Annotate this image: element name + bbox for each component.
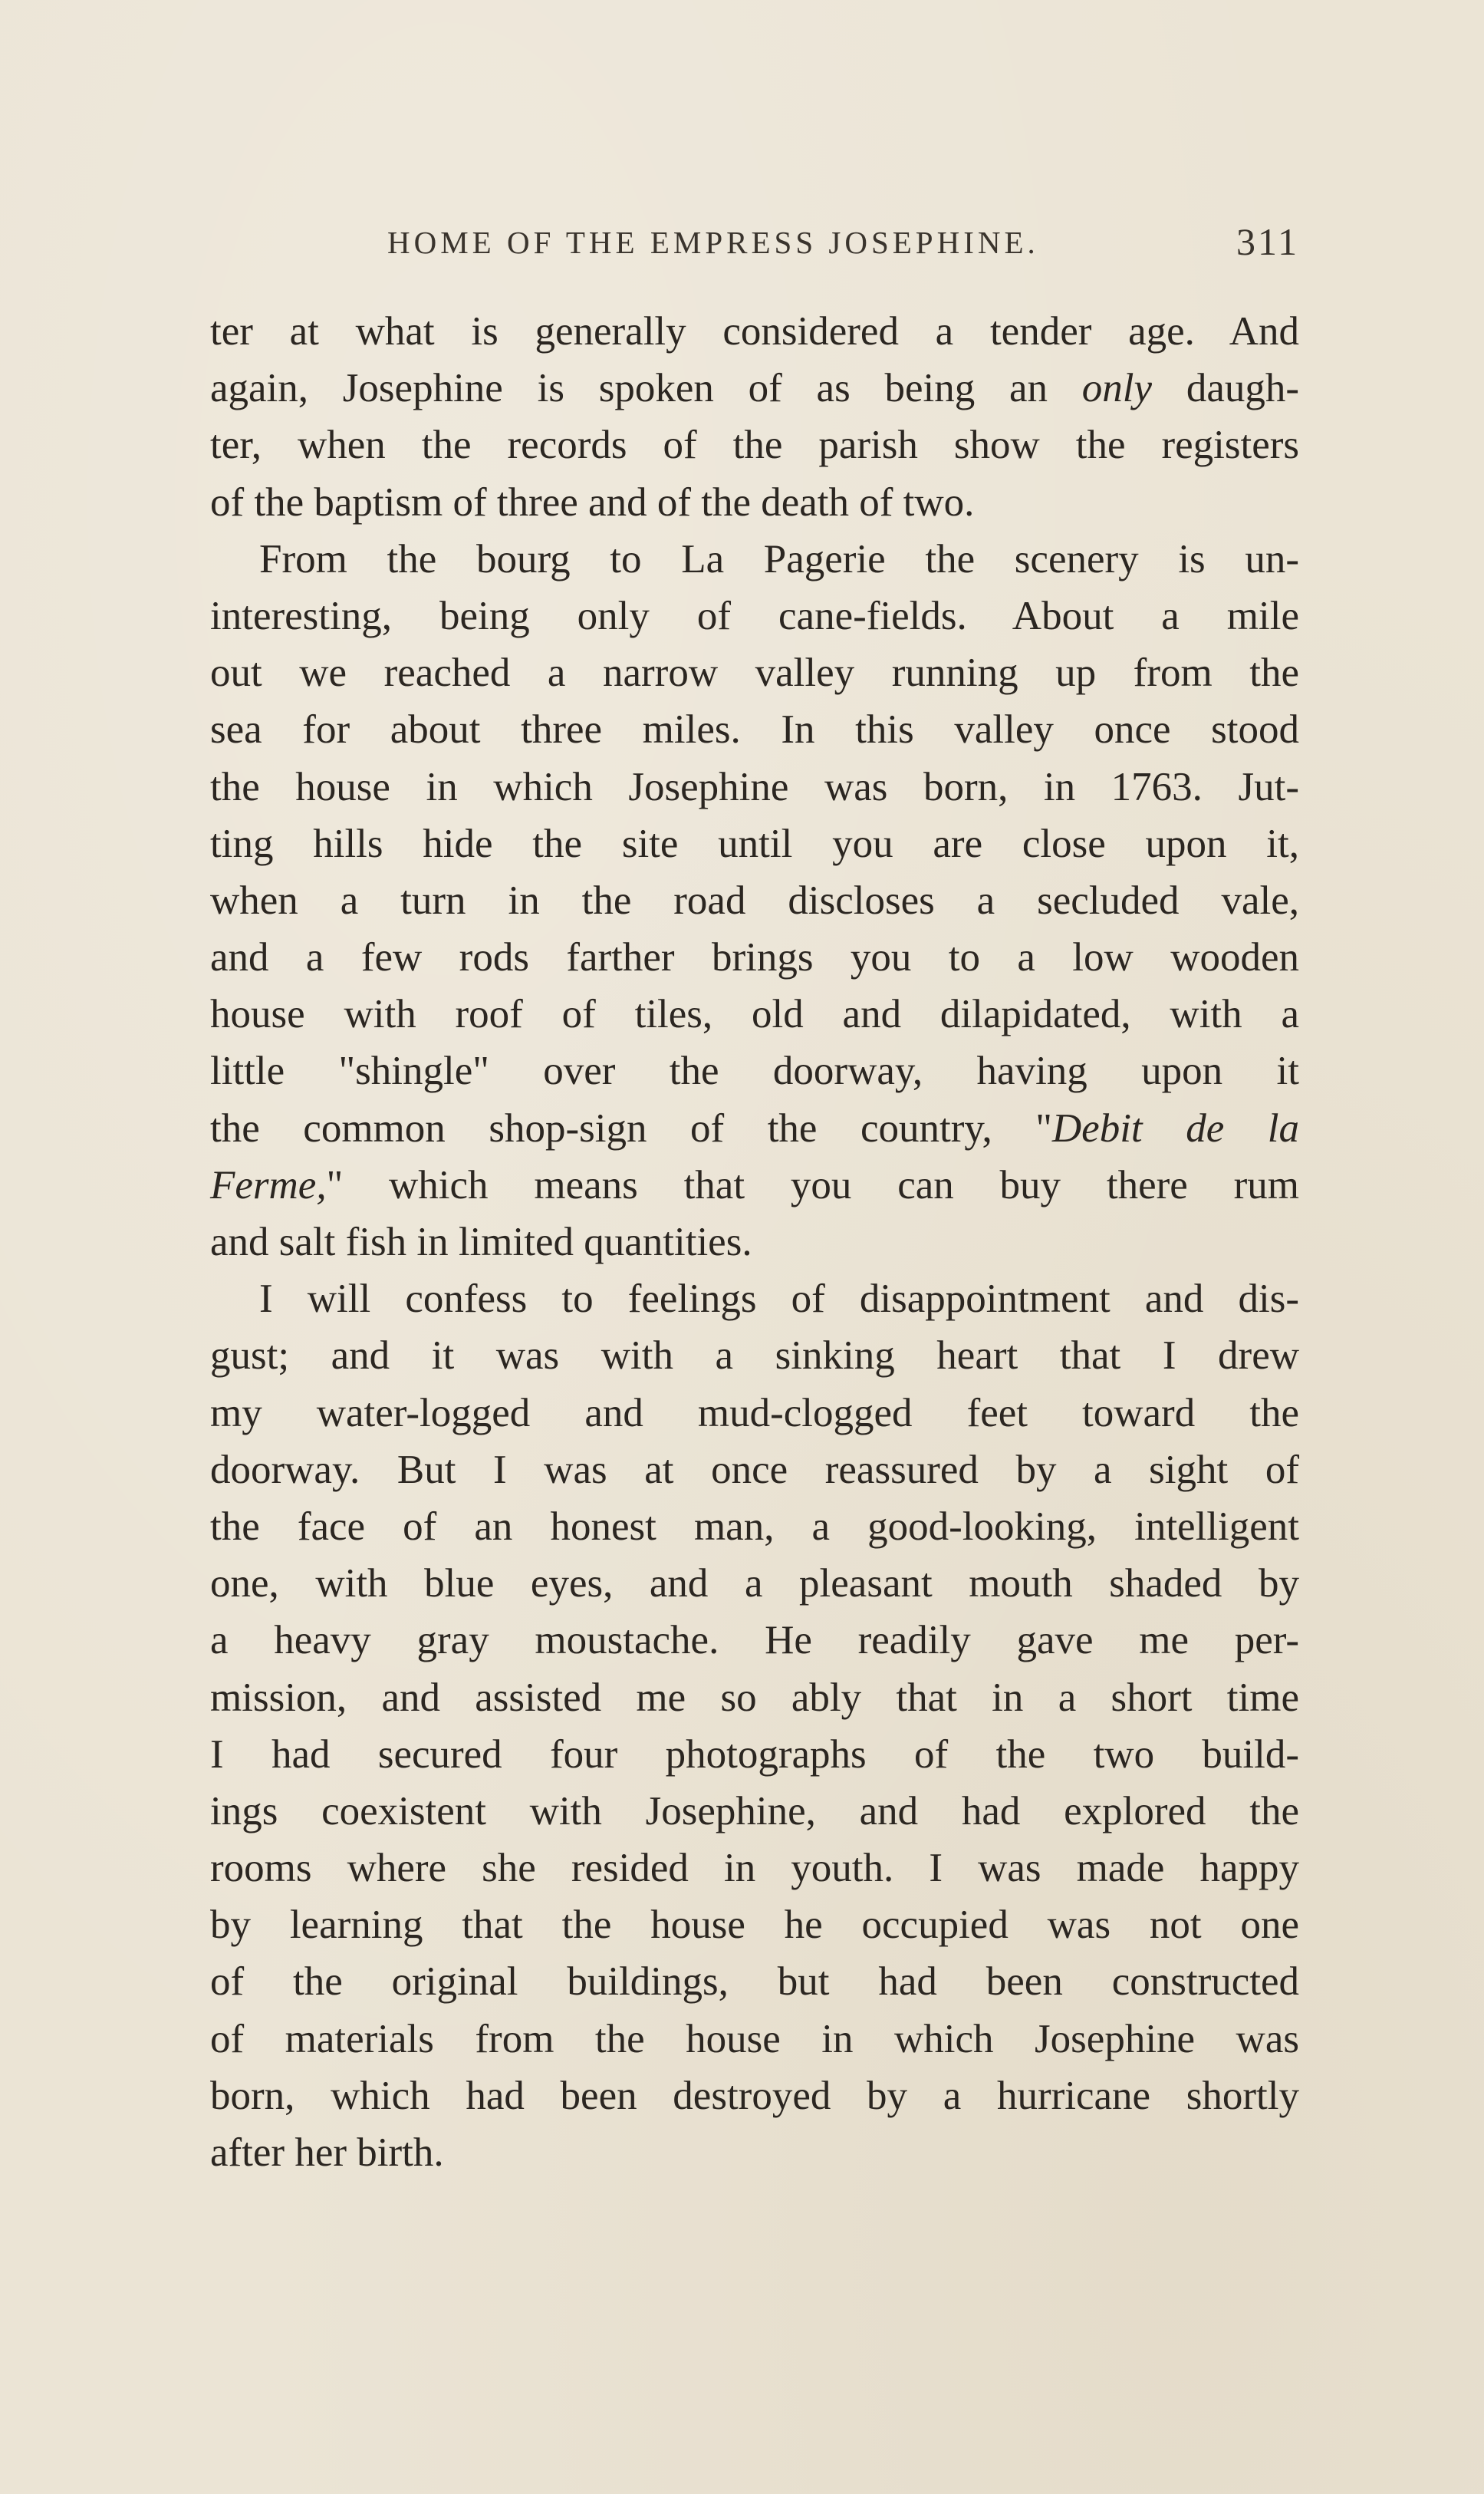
text-line: ings coexistent with Josephine, and had explored the [210, 1788, 1299, 1833]
text-line: mission, and assisted me so ably that in a short time [210, 1675, 1299, 1720]
text-line: ter at what is generally considered a tender age. And [210, 309, 1299, 354]
text-line: by learning that the house he occupied was not one [210, 1903, 1299, 1948]
text-line: of materials from the house in which Josephine was [210, 2016, 1299, 2061]
emphasis-debit-de-la: Debit de la [1051, 1105, 1300, 1151]
text-line: out we reached a narrow valley running up from the [210, 651, 1299, 696]
text-line: one, with blue eyes, and a pleasant mouth shaded by [210, 1561, 1299, 1606]
text-line: gust; and it was with a sinking heart that I drew [210, 1333, 1299, 1379]
body-text [210, 303, 1299, 2181]
text-line: little "shingle" over the doorway, having upon it [210, 1049, 1299, 1094]
page-number: 311 [1236, 220, 1300, 263]
text-line: I had secured four photographs of the two build- [210, 1731, 1299, 1777]
emphasis-ferme: Ferme, [210, 1162, 327, 1207]
text-line: the common shop-sign of the country, "Debit de la [210, 1105, 1300, 1151]
text-line: doorway. But I was at once reassured by a sight of [210, 1447, 1299, 1492]
text-line: interesting, being only of cane-fields. About a mile [210, 593, 1299, 638]
text-line: again, Josephine is spoken of as being an only daugh- [210, 366, 1299, 411]
text-line: I will confess to feelings of disappointment and dis- [259, 1277, 1299, 1322]
text-line: house with roof of tiles, old and dilapidated, with a [210, 992, 1299, 1037]
text-line: From the bourg to La Pagerie the scenery is un- [259, 536, 1299, 581]
text-line: and salt fish in limited quantities. [210, 1220, 752, 1264]
text-line: the face of an honest man, a good-looking, intelligent [210, 1504, 1299, 1549]
text-line: when a turn in the road discloses a secluded vale, [210, 878, 1299, 923]
page-header [0, 220, 1484, 270]
text-line: rooms where she resided in youth. I was made happy [210, 1846, 1299, 1891]
text-line: of the original buildings, but had been constructed [210, 1959, 1299, 2005]
text-line: of the baptism of three and of the death of two. [210, 479, 975, 525]
text-line: Ferme," which means that you can buy there rum [210, 1162, 1299, 1207]
text-line: ter, when the records of the parish show the registers [210, 423, 1299, 468]
text-line: the house in which Josephine was born, in 1763. Jut- [210, 764, 1299, 809]
text-line: sea for about three miles. In this valley once stood [210, 707, 1299, 753]
emphasis-only: only [1081, 366, 1153, 411]
text-line: my water-logged and mud-clogged feet toward the [210, 1390, 1299, 1435]
text-line: ting hills hide the site until you are close upon it, [210, 821, 1299, 866]
text-line: born, which had been destroyed by a hurricane shortly [210, 2073, 1299, 2118]
running-head: HOME OF THE EMPRESS JOSEPHINE. [387, 225, 1039, 260]
text-line: a heavy gray moustache. He readily gave me per- [210, 1618, 1299, 1663]
text-line: after her birth. [210, 2130, 444, 2175]
text-line: and a few rods farther brings you to a low wooden [210, 935, 1299, 980]
